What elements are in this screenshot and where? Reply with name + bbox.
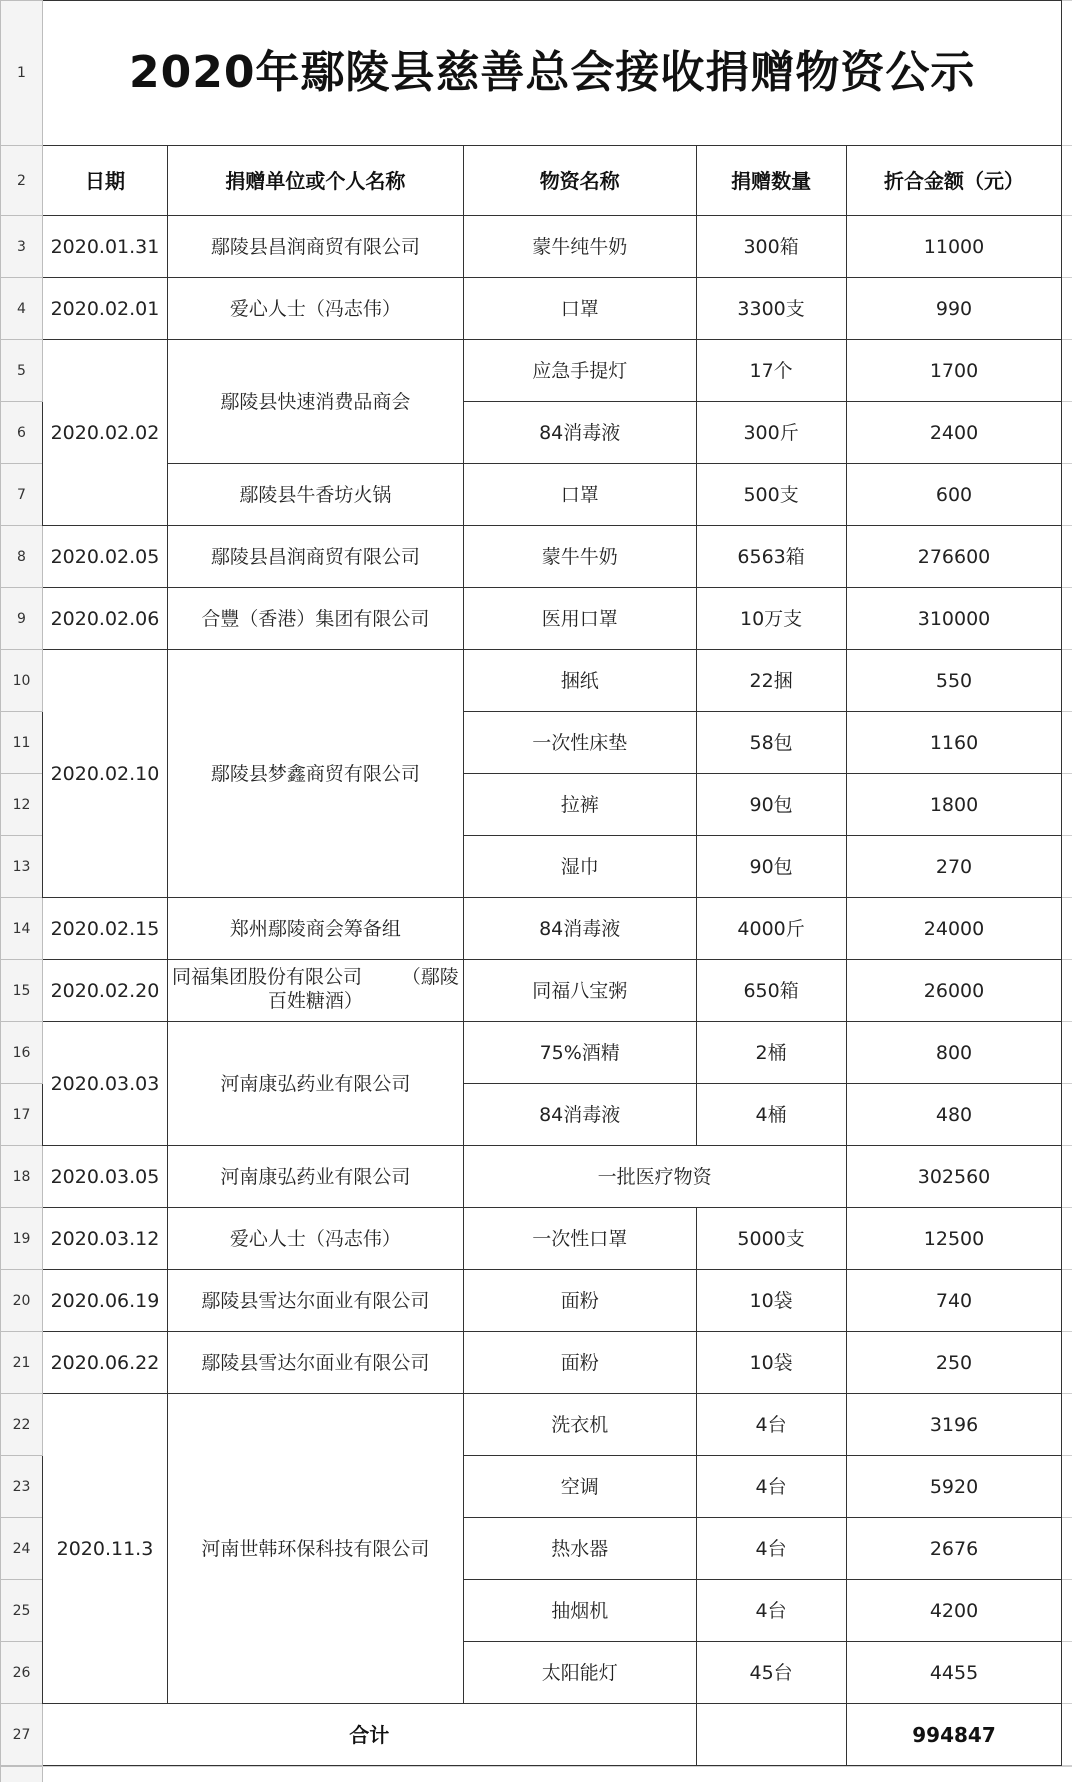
row-number[interactable]: 14 (1, 898, 43, 960)
quantity-cell: 17个 (696, 340, 846, 402)
row-number[interactable]: 7 (1, 464, 43, 526)
amount-cell: 1800 (846, 774, 1062, 836)
quantity-cell: 6563箱 (696, 526, 846, 588)
row-number[interactable]: 23 (1, 1456, 43, 1518)
donor-cell: 鄢陵县昌润商贸有限公司 (167, 526, 463, 588)
donor-cell: 鄢陵县梦鑫商贸有限公司 (167, 650, 463, 898)
quantity-cell: 300箱 (696, 216, 846, 278)
date-cell: 2020.02.10 (42, 650, 167, 898)
item-cell: 一次性口罩 (463, 1208, 696, 1270)
date-cell: 2020.03.05 (42, 1146, 167, 1208)
quantity-cell: 90包 (696, 774, 846, 836)
header-date: 日期 (42, 146, 167, 216)
header-quantity: 捐赠数量 (696, 146, 846, 216)
row-number[interactable]: 3 (1, 216, 43, 278)
date-cell: 2020.06.19 (42, 1270, 167, 1332)
header-amount: 折合金额（元） (846, 146, 1062, 216)
item-cell: 口罩 (463, 278, 696, 340)
row-number[interactable]: 17 (1, 1084, 43, 1146)
row-number[interactable]: 27 (1, 1704, 43, 1766)
item-cell: 口罩 (463, 464, 696, 526)
quantity-cell: 4台 (696, 1580, 846, 1642)
row-number[interactable]: 18 (1, 1146, 43, 1208)
quantity-cell: 300斤 (696, 402, 846, 464)
quantity-cell: 5000支 (696, 1208, 846, 1270)
donor-cell: 鄢陵县牛香坊火锅 (167, 464, 463, 526)
item-cell: 热水器 (463, 1518, 696, 1580)
amount-cell: 480 (846, 1084, 1062, 1146)
quantity-cell: 650箱 (696, 960, 846, 1022)
row-number[interactable]: 16 (1, 1022, 43, 1084)
date-cell: 2020.02.06 (42, 588, 167, 650)
amount-cell: 1700 (846, 340, 1062, 402)
date-cell: 2020.03.03 (42, 1022, 167, 1146)
item-cell: 84消毒液 (463, 898, 696, 960)
amount-cell: 26000 (846, 960, 1062, 1022)
donor-cell: 鄢陵县雪达尔面业有限公司 (167, 1332, 463, 1394)
item-cell: 75%酒精 (463, 1022, 696, 1084)
amount-cell: 1160 (846, 712, 1062, 774)
row-number[interactable]: 24 (1, 1518, 43, 1580)
quantity-cell: 58包 (696, 712, 846, 774)
amount-cell: 600 (846, 464, 1062, 526)
row-number[interactable]: 2 (1, 146, 43, 216)
amount-cell: 2676 (846, 1518, 1062, 1580)
item-cell: 蒙牛牛奶 (463, 526, 696, 588)
amount-cell: 4200 (846, 1580, 1062, 1642)
quantity-cell: 4000斤 (696, 898, 846, 960)
amount-cell: 11000 (846, 216, 1062, 278)
quantity-cell: 45台 (696, 1642, 846, 1704)
quantity-cell: 4桶 (696, 1084, 846, 1146)
amount-cell: 4455 (846, 1642, 1062, 1704)
amount-cell: 302560 (846, 1146, 1062, 1208)
amount-cell: 250 (846, 1332, 1062, 1394)
item-cell: 同福八宝粥 (463, 960, 696, 1022)
row-number[interactable]: 21 (1, 1332, 43, 1394)
total-amount: 994847 (846, 1704, 1062, 1766)
item-cell: 蒙牛纯牛奶 (463, 216, 696, 278)
amount-cell: 24000 (846, 898, 1062, 960)
row-number[interactable]: 8 (1, 526, 43, 588)
item-cell: 一次性床垫 (463, 712, 696, 774)
quantity-cell: 22捆 (696, 650, 846, 712)
item-cell: 抽烟机 (463, 1580, 696, 1642)
donor-cell: 鄢陵县快速消费品商会 (167, 340, 463, 464)
row-number[interactable]: 12 (1, 774, 43, 836)
quantity-cell: 4台 (696, 1518, 846, 1580)
amount-cell: 800 (846, 1022, 1062, 1084)
amount-cell: 5920 (846, 1456, 1062, 1518)
item-cell: 洗衣机 (463, 1394, 696, 1456)
quantity-cell: 500支 (696, 464, 846, 526)
date-cell: 2020.02.20 (42, 960, 167, 1022)
item-cell: 84消毒液 (463, 402, 696, 464)
row-number[interactable]: 6 (1, 402, 43, 464)
donor-cell: 鄢陵县昌润商贸有限公司 (167, 216, 463, 278)
item-cell: 医用口罩 (463, 588, 696, 650)
amount-cell: 276600 (846, 526, 1062, 588)
donor-cell: 郑州鄢陵商会筹备组 (167, 898, 463, 960)
donor-cell: 爱心人士（冯志伟） (167, 278, 463, 340)
date-cell: 2020.02.05 (42, 526, 167, 588)
item-cell: 太阳能灯 (463, 1642, 696, 1704)
donor-line-c: 百姓糖酒） (267, 990, 363, 1012)
donor-cell: 河南康弘药业有限公司 (167, 1146, 463, 1208)
donor-cell: 合豐（香港）集团有限公司 (167, 588, 463, 650)
quantity-cell: 3300支 (696, 278, 846, 340)
date-cell: 2020.01.31 (42, 216, 167, 278)
donor-cell: 河南康弘药业有限公司 (167, 1022, 463, 1146)
item-cell: 空调 (463, 1456, 696, 1518)
date-cell: 2020.11.3 (42, 1394, 167, 1704)
total-quantity-cell (696, 1704, 846, 1766)
row-number[interactable]: 13 (1, 836, 43, 898)
row-number[interactable]: 9 (1, 588, 43, 650)
amount-cell: 990 (846, 278, 1062, 340)
donor-cell: 爱心人士（冯志伟） (167, 1208, 463, 1270)
row-number[interactable]: 25 (1, 1580, 43, 1642)
quantity-cell: 10万支 (696, 588, 846, 650)
quantity-cell: 4台 (696, 1394, 846, 1456)
item-cell: 拉裤 (463, 774, 696, 836)
row-number[interactable]: 15 (1, 960, 43, 1022)
date-cell: 2020.03.12 (42, 1208, 167, 1270)
amount-cell: 550 (846, 650, 1062, 712)
quantity-cell: 4台 (696, 1456, 846, 1518)
amount-cell: 310000 (846, 588, 1062, 650)
donor-cell: 鄢陵县雪达尔面业有限公司 (167, 1270, 463, 1332)
item-cell: 84消毒液 (463, 1084, 696, 1146)
donor-cell (167, 960, 463, 1022)
sheet-bottom-edge (0, 1766, 1072, 1781)
row-number[interactable]: 4 (1, 278, 43, 340)
amount-cell: 2400 (846, 402, 1062, 464)
gridline (42, 1766, 1072, 1767)
row-number[interactable]: 26 (1, 1642, 43, 1704)
quantity-cell: 2桶 (696, 1022, 846, 1084)
row-number[interactable]: 19 (1, 1208, 43, 1270)
quantity-cell: 10袋 (696, 1270, 846, 1332)
amount-cell: 740 (846, 1270, 1062, 1332)
donor-line-b: （鄢陵 (401, 966, 459, 988)
item-cell: 面粉 (463, 1332, 696, 1394)
date-cell: 2020.02.01 (42, 278, 167, 340)
row-number[interactable]: 10 (1, 650, 43, 712)
date-cell: 2020.02.02 (42, 340, 167, 526)
donor-line-a: 同福集团股份有限公司 (171, 966, 362, 988)
amount-cell: 12500 (846, 1208, 1062, 1270)
page-title: 2020年鄢陵县慈善总会接收捐赠物资公示 (42, 1, 1061, 146)
donor-cell: 河南世韩环保科技有限公司 (167, 1394, 463, 1704)
date-cell: 2020.06.22 (42, 1332, 167, 1394)
amount-cell: 3196 (846, 1394, 1062, 1456)
amount-cell: 270 (846, 836, 1062, 898)
row-header-tail (0, 1766, 43, 1782)
row-number[interactable]: 11 (1, 712, 43, 774)
item-cell: 捆纸 (463, 650, 696, 712)
row-number[interactable]: 22 (1, 1394, 43, 1456)
item-cell: 一批医疗物资 (463, 1146, 846, 1208)
item-cell: 湿巾 (463, 836, 696, 898)
total-label: 合计 (42, 1704, 696, 1766)
row-number[interactable]: 1 (1, 1, 43, 146)
quantity-cell: 90包 (696, 836, 846, 898)
item-cell: 应急手提灯 (463, 340, 696, 402)
row-number[interactable]: 5 (1, 340, 43, 402)
header-item: 物资名称 (463, 146, 696, 216)
header-donor: 捐赠单位或个人名称 (167, 146, 463, 216)
item-cell: 面粉 (463, 1270, 696, 1332)
row-number[interactable]: 20 (1, 1270, 43, 1332)
date-cell: 2020.02.15 (42, 898, 167, 960)
quantity-cell: 10袋 (696, 1332, 846, 1394)
